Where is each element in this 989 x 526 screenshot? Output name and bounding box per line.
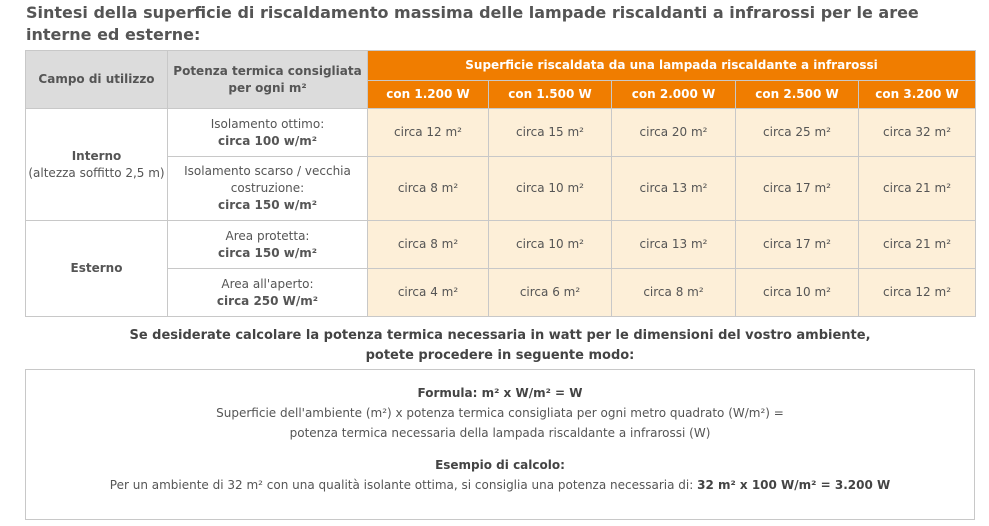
power-cell <box>168 269 368 317</box>
header-power: Potenza termica consigliata per ogni m² <box>168 51 368 109</box>
header-usage: Campo di utilizzo <box>26 51 168 109</box>
surface-cell: circa 8 m² <box>368 157 489 221</box>
question-line: Se desiderate calcolare la potenza termica necessaria in watt per le dimensioni del vostro ambiente, <box>129 328 871 343</box>
formula-box <box>25 369 975 520</box>
calculation-question <box>25 326 975 366</box>
surface-cell: circa 17 m² <box>736 157 859 221</box>
surface-cell: circa 10 m² <box>489 221 612 269</box>
power-value: circa 100 w/m² <box>218 133 317 148</box>
heating-surface-table <box>25 50 976 317</box>
example-title: Esempio di calcolo: <box>435 458 565 472</box>
surface-cell: circa 6 m² <box>489 269 612 317</box>
surface-cell: circa 8 m² <box>368 221 489 269</box>
table-row <box>26 221 976 269</box>
surface-cell: circa 20 m² <box>612 109 736 157</box>
power-label: Isolamento ottimo: <box>210 116 325 131</box>
surface-cell: circa 12 m² <box>859 269 976 317</box>
power-label: Area all'aperto: <box>221 276 314 291</box>
surface-cell: circa 21 m² <box>859 221 976 269</box>
usage-name: Esterno <box>70 261 123 275</box>
surface-cell: circa 13 m² <box>612 221 736 269</box>
surface-cell: circa 8 m² <box>612 269 736 317</box>
table-row <box>26 109 976 157</box>
formula-line: Superficie dell'ambiente (m²) x potenza termica consigliata per ogni metro quadrato (W/m²) = <box>216 406 784 420</box>
table-row <box>26 269 976 317</box>
power-value: circa 150 w/m² <box>218 245 317 260</box>
header-wattage: con 3.200 W <box>859 81 976 109</box>
surface-cell: circa 21 m² <box>859 157 976 221</box>
usage-cell-esterno <box>26 221 168 317</box>
example-text: Per un ambiente di 32 m² con una qualità isolante ottima, si consiglia una potenza necessaria di: <box>109 478 698 492</box>
usage-name: Interno <box>71 148 122 163</box>
power-cell <box>168 109 368 157</box>
header-wattage: con 2.000 W <box>612 81 736 109</box>
example-result: 32 m² x 100 W/m² = 3.200 W <box>697 478 891 492</box>
usage-cell-interno <box>26 109 168 221</box>
surface-cell: circa 25 m² <box>736 109 859 157</box>
table-row <box>26 157 976 221</box>
power-value: circa 250 W/m² <box>216 293 319 308</box>
formula-line: potenza termica necessaria della lampada riscaldante a infrarossi (W) <box>289 426 711 440</box>
surface-cell: circa 10 m² <box>736 269 859 317</box>
surface-cell: circa 4 m² <box>368 269 489 317</box>
header-surface: Superficie riscaldata da una lampada riscaldante a infrarossi <box>368 51 976 81</box>
power-label: Area protetta: <box>225 228 310 243</box>
usage-note: (altezza soffitto 2,5 m) <box>28 165 165 180</box>
surface-cell: circa 15 m² <box>489 109 612 157</box>
example-line <box>26 475 974 495</box>
formula-title: Formula: m² x W/m² = W <box>417 386 583 400</box>
surface-cell: circa 10 m² <box>489 157 612 221</box>
surface-cell: circa 32 m² <box>859 109 976 157</box>
surface-cell: circa 13 m² <box>612 157 736 221</box>
header-wattage: con 2.500 W <box>736 81 859 109</box>
surface-cell: circa 17 m² <box>736 221 859 269</box>
header-wattage: con 1.500 W <box>489 81 612 109</box>
power-label: Isolamento scarso / vecchia costruzione: <box>184 164 351 195</box>
header-wattage: con 1.200 W <box>368 81 489 109</box>
power-cell <box>168 221 368 269</box>
power-cell <box>168 157 368 221</box>
page-title: Sintesi della superficie di riscaldamento massima delle lampade riscaldanti a infrarossi per le aree interne ed esterne: <box>26 3 919 44</box>
question-line: potete procedere in seguente modo: <box>365 348 635 363</box>
power-value: circa 150 w/m² <box>218 198 317 212</box>
surface-cell: circa 12 m² <box>368 109 489 157</box>
